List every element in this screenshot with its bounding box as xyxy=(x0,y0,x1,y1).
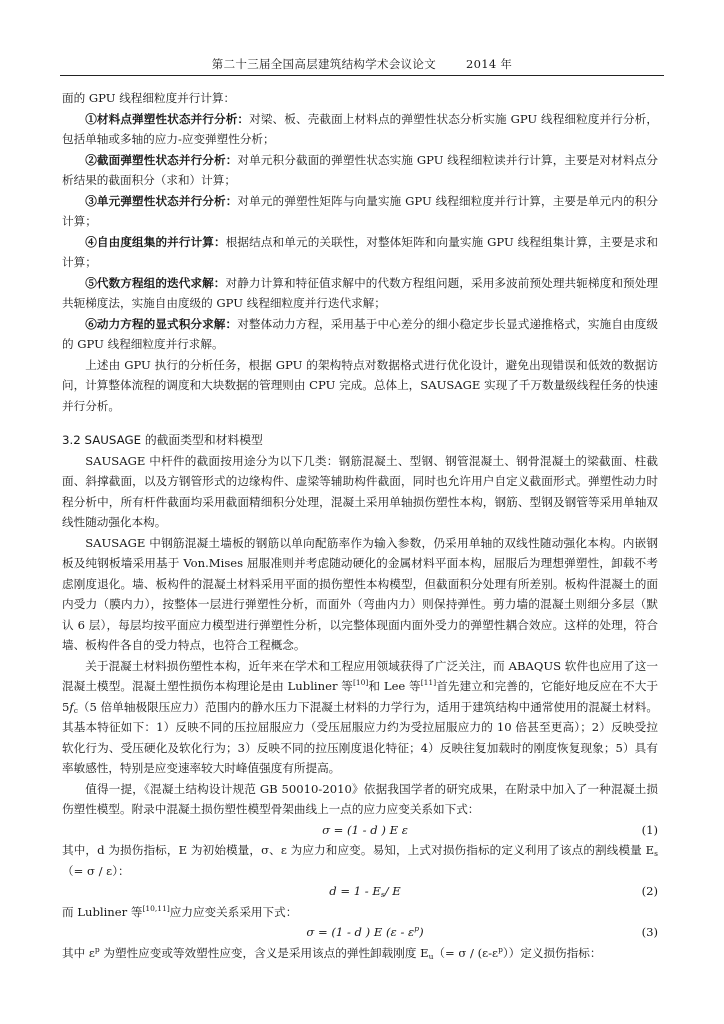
paragraph: SAUSAGE 中钢筋混凝土墙板的钢筋以单向配筋率作为输入参数，仍采用单轴的双线性随动强化本构。内嵌钢板及纯钢板墙采用基于 Von.Mises 屈服准则并考虑随动硬化的金属材料平面本构，屈服后为理想弹塑性，卸载不考虑刚度退化。墙、板构件的混凝土材料采用平面的损伤塑性本构模型，但截面积分处理有所差别。板构件混凝土的面内受力（膜内力），按整体一层进行弹塑性分析，而面外（弯曲内力）则保持弹性。剪力墙的混凝土则细分多层（默认 6 层），每层均按平面应力模型进行弹塑性分析，以完整体现面内面外受力的弹塑性耦合效应。这样的处理，符合墙、板构件各自的受力特点，也符合工程概念。 xyxy=(62,535,658,652)
equation-3 xyxy=(62,922,658,943)
equation-body: $d = 1 - E_s/$ E xyxy=(329,884,401,899)
paragraph: 值得一提，《混凝土结构设计规范 GB 50010-2010》依据我国学者的研究成果，在附录中加入了一种混凝土损伤塑性模型。附录中混凝土损伤塑性模型骨架曲线上一点的应力应变关系如下式： xyxy=(62,781,658,816)
section-heading: 3.2 SAUSAGE 的截面类型和材料模型 xyxy=(62,433,263,447)
list-item xyxy=(62,314,658,355)
equation-body: σ = (1 - d ) E $(\varepsilon - \varepsilon^p)$ xyxy=(306,924,424,939)
item-title: ④自由度组集的并行计算： xyxy=(85,234,226,249)
paragraph: 其中 $\varepsilon^p$ 为塑性应变或等效塑性应变，含义是采用该点的弹性卸载刚度 $E_u(= \sigma / (\varepsilon-\varepsilon^p))$定义损伤指标： xyxy=(62,944,602,961)
header-year: 2014 年 xyxy=(465,57,513,71)
page-body xyxy=(62,88,658,963)
citation: [11] xyxy=(420,678,437,687)
list-item xyxy=(62,191,658,232)
item-text: 对整体动力方程，采用基于中心差分的细小稳定步长显式递推格式，实施自由度级的 GPU 线程细粒度并行求解。 xyxy=(62,316,658,351)
item-title: ⑥动力方程的显式积分求解： xyxy=(85,316,238,331)
list-item xyxy=(62,232,658,273)
equation-2 xyxy=(62,881,658,902)
item-text: 对单元积分截面的弹塑性状态实施 GPU 线程细粒读并行计算，主要是对材料点分析结果的截面积分（求和）计算； xyxy=(62,152,658,187)
item-text: 对梁、板、壳截面上材料点的弹塑性状态分析实施 GPU 线程细粒度并行分析，包括单轴或多轴的应力-应变弹塑性分析； xyxy=(62,111,658,146)
citation: [10,11] xyxy=(142,903,170,913)
equation-number: (1) xyxy=(641,822,658,837)
paragraph: 而 Lubliner 等[10,11]应力应变关系采用下式： xyxy=(62,903,298,919)
item-title: ③单元弹塑性状态并行分析： xyxy=(85,193,238,208)
item-title: ②截面弹塑性状态并行分析： xyxy=(85,152,238,167)
list-item xyxy=(62,109,658,150)
equation-number: (3) xyxy=(641,925,658,939)
item-text: 对单元的弹塑性矩阵与向量实施 GPU 线程细粒度并行计算，主要是单元内的积分计算； xyxy=(62,193,658,228)
equation-1 xyxy=(62,820,658,841)
list-item xyxy=(62,273,658,314)
item-text: 根据结点和单元的关联性，对整体矩阵和向量实施 GPU 线程组集计算，主要是求和计算； xyxy=(62,234,658,269)
item-title: ⑤代数方程组的迭代求解： xyxy=(85,275,226,290)
paragraph: 其中，d 为损伤指标，E 为初始模量，σ、ε 为应力和应变。易知，上式对损伤指标的定义利用了该点的割线模量 $E_s(= \sigma / \varepsilon)$： xyxy=(62,843,658,878)
running-header xyxy=(0,56,724,72)
list-item xyxy=(62,150,658,191)
summary-paragraph: 上述由 GPU 执行的分析任务，根据 GPU 的架构特点对数据格式进行优化设计，避免出现错误和低效的数据访问，计算整体流程的调度和大块数据的管理则由 CPU 完成。总体上，SAUSAGE 实现了千万数量级线程任务的快速并行分析。 xyxy=(62,357,658,413)
header-rule xyxy=(60,75,664,76)
item-text: 对静力计算和特征值求解中的代数方程组问题，采用多波前预处理共轭梯度和预处理共轭梯度法，实施自由度级的 GPU 线程细粒度并行迭代求解； xyxy=(62,275,658,310)
conference-title: 第二十三届全国高层建筑结构学术会议论文 xyxy=(211,57,436,71)
item-title: ①材料点弹塑性状态并行分析： xyxy=(85,111,250,126)
citation: [10] xyxy=(352,678,369,687)
equation-body: σ = (1 - d ) E ε xyxy=(322,822,408,837)
equation-number: (2) xyxy=(641,884,658,898)
paragraph: 关于混凝土材料损伤塑性本构，近年来在学术和工程应用领域获得了广泛关注，而 ABAQUS 软件也应用了这一混凝土模型。混凝土塑性损伤本构理论是由 Lubliner 等[10]和 Lee 等[11]首先建立和完善的，它能好地反应在不大于 $5f_c(5$ 倍单轴极限压应力）范围内的静水压力下混凝土材料的力学行为，适用于建筑结构中通常使用的混凝土材料。其基本特征如下：1）反映不同的压拉屈服应力（受压屈服应力约为受拉屈服应力的 10 倍甚至更高）；2）反映受拉软化行为、受压硬化及软化行为；3）反映不同的拉压刚度退化特征；4）反映往复加载时的刚度恢复现象；5）具有率敏感性，特别是应变速率较大时峰值强度有所提高。 xyxy=(62,658,658,775)
paragraph: SAUSAGE 中杆件的截面按用途分为以下几类：钢筋混凝土、型钢、钢管混凝土、钢骨混凝土的梁截面、柱截面、斜撑截面，以及方钢管形式的边缘构件、虚梁等辅助构件截面，同时也允许用户自定义截面形式。弹塑性动力时程分析中，所有杆件截面均采用截面精细积分处理，混凝土采用单轴损伤塑性本构，钢筋、型钢及钢管等采用单轴双线性随动强化本构。 xyxy=(62,453,658,529)
intro-tail: 面的 GPU 线程细粒度并行计算： xyxy=(62,91,236,105)
